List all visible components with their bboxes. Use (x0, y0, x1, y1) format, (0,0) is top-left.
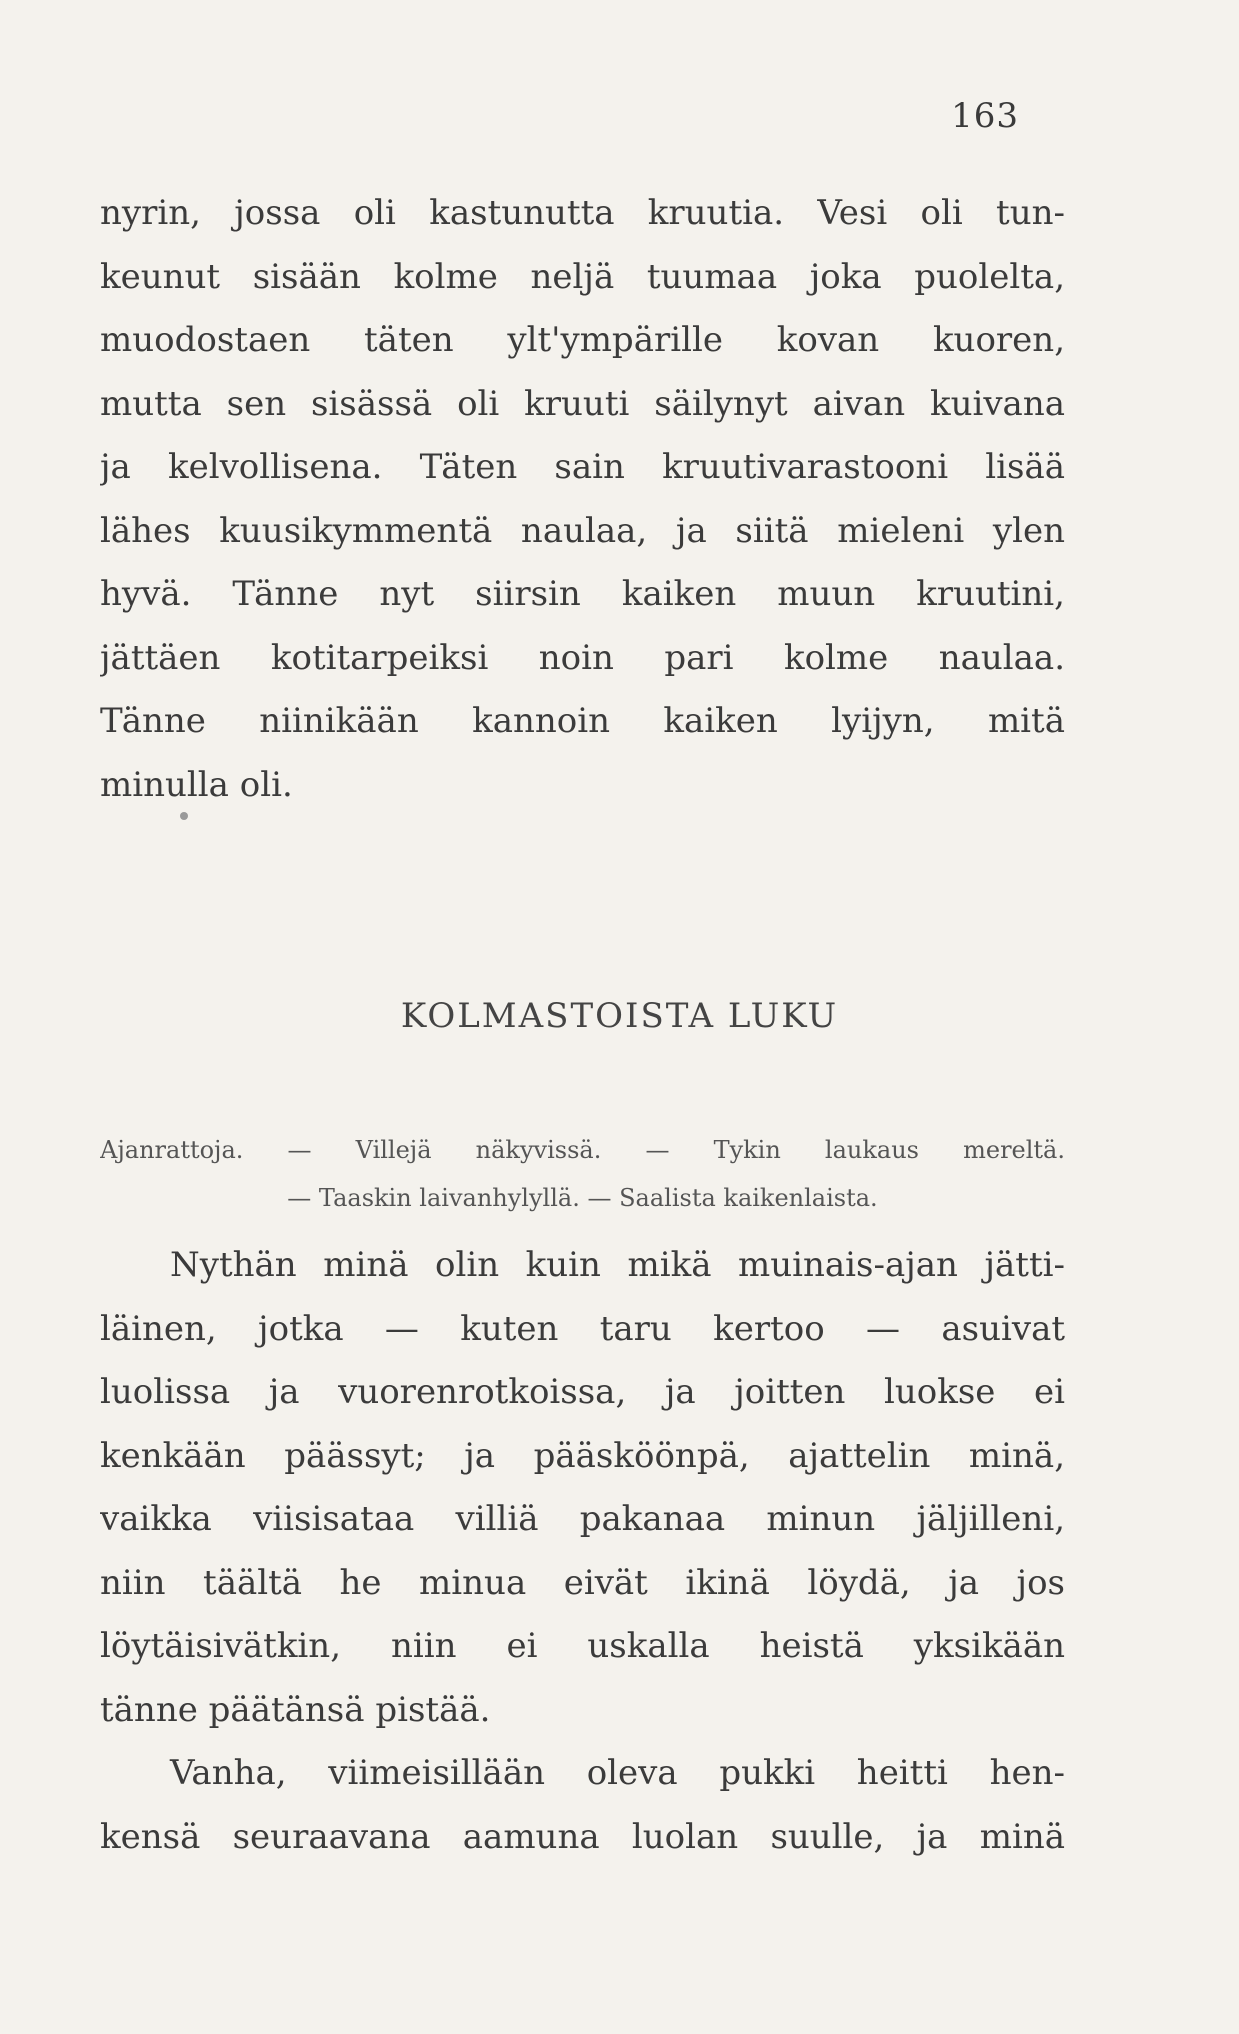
text-line: jättäen kotitarpeiksi noin pari kolme naulaa. (100, 637, 1065, 678)
text-line: muodostaen täten ylt'ympärille kovan kuoren, (100, 320, 1065, 360)
text-line: minulla oli. (100, 764, 293, 805)
divider-dot (180, 812, 188, 820)
chapter-summary (100, 1126, 1065, 1222)
text-line: kensä seuraavana aamuna luolan suulle, ja minä (100, 1816, 1065, 1857)
text-line: vaikka viisisataa villiä pakanaa minun jäljilleni, (100, 1499, 1065, 1539)
text-line: lähes kuusikymmentä naulaa, ja siitä mieleni ylen (100, 510, 1065, 551)
text-line: ja kelvollisena. Täten sain kruutivarastooni lisää (100, 447, 1065, 487)
paragraph-jattilainen (100, 1234, 1065, 1869)
text-line: luolissa ja vuorenrotkoissa, ja joitten luokse ei (100, 1372, 1065, 1412)
text-line: Vanha, viimeisillään oleva pukki heitti hen- (170, 1753, 1065, 1793)
paragraph-kruuti (100, 182, 1065, 817)
text-line: hyvä. Tänne nyt siirsin kaiken muun kruutini, (100, 574, 1065, 614)
text-line: niin täältä he minua eivät ikinä löydä, ja jos (100, 1562, 1065, 1603)
text-line: Nythän minä olin kuin mikä muinais-ajan jätti- (170, 1245, 1065, 1285)
text-line: keunut sisään kolme neljä tuumaa joka puolelta, (100, 256, 1065, 297)
page-number: 163 (951, 96, 1019, 136)
summary-line: — Taaskin laivanhylyllä. — Saalista kaikenlaista. (287, 1184, 878, 1212)
text-line: mutta sen sisässä oli kruuti säilynyt aivan kuivana (100, 383, 1065, 424)
text-line: kenkään päässyt; ja pääsköönpä, ajattelin minä, (100, 1435, 1065, 1476)
text-line: tänne päätänsä pistää. (100, 1689, 491, 1730)
text-line: läinen, jotka — kuten taru kertoo — asuivat (100, 1308, 1065, 1349)
text-line: löytäisivätkin, niin ei uskalla heistä yksikään (100, 1626, 1065, 1666)
chapter-title: KOLMASTOISTA LUKU (400, 996, 839, 1036)
summary-line: Ajanrattoja. — Villejä näkyvissä. — Tykin laukaus mereltä. (100, 1136, 1065, 1164)
text-line: Tänne niinikään kannoin kaiken lyijyn, mitä (100, 701, 1065, 741)
text-line: nyrin, jossa oli kastunutta kruutia. Vesi oli tun- (100, 193, 1065, 233)
